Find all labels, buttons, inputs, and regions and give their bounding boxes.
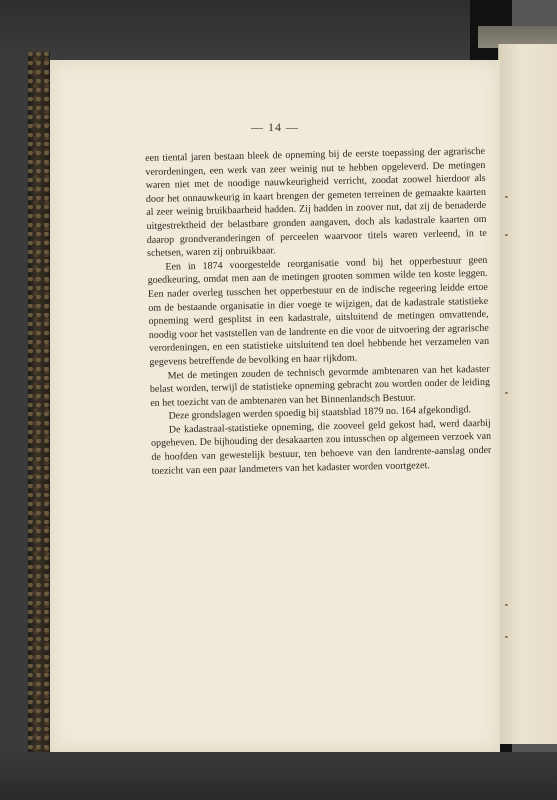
paragraph: Deze grondslagen werden spoedig bij staatsblad 1879 no. 164 afgekondigd. bbox=[168, 404, 472, 422]
paragraph: een tiental jaren bestaan bleek de opneming bij de eerste toepassing der agrarische verordeningen, een werk van zeer weinig nut te hebben opgeleverd. De metingen waren niet met de noodige nauwkeurigheid verricht, zoodat zoowel hierdoor als door het onnauwkeurig in kaart brengen der gemeten terreinen de gemaakte kaarten al zeer weinig bruikbaarheid hadden. Zij hadden in zoover nut, dat zij de benaderde uitgestrektheid der belastbare gronden aangaven, doch als kadastrale kaarten om daarop grondveranderingen of perceelen waarvoor titels waren verleend, in te schetsen, waren zij onbruikbaar. bbox=[145, 145, 487, 260]
specks bbox=[505, 604, 508, 606]
paragraph: Een in 1874 voorgestelde reorganisatie vond bij het opperbestuur geen goedkeuring, omdat men aan de metingen grooten sommen wilde ten koste leggen. Een nader overleg tusschen het opperbestuur en de indische regeering leidde ertoe om de bestaande organisatie in dier voege te wijzigen, dat de kadastrale statistieke opneming werd gesplitst in een kadastrale, uitsluitend de metingen omvattende, noodig voor het vaststellen van de landrente en die voor de uitvoering der agrarische verordeningen, en een statistieke uitsluitend ten doel hebbende het verzamelen van gegevens betreffende de bevolking en haar rijkdom. bbox=[147, 254, 490, 368]
paragraph: De kadastraal-statistieke opneming, die zooveel geld gekost had, werd daarbij opgeheven. De bijhouding der desakaarten zou intusschen op algemeen verzoek van de hoofden van gewestelijk bestuur, ten behoeve van den landrente-aanslag onder toezicht van een paar landmeters van het kadaster worden voortgezet. bbox=[150, 417, 492, 477]
background-bottom bbox=[0, 752, 557, 800]
specks bbox=[505, 196, 508, 198]
marbled-cover-edge bbox=[28, 52, 50, 752]
page-number: — 14 — bbox=[251, 120, 299, 134]
body-text bbox=[145, 145, 492, 478]
book-page bbox=[50, 60, 500, 752]
specks bbox=[505, 234, 508, 236]
specks bbox=[505, 636, 508, 638]
paragraph: Met de metingen zouden de technisch gevormde ambtenaren van het kadaster belast worden, terwijl de statistieke opneming gebracht zou worden onder de leiding en het toezicht van de ambtenaren van het Binnenlandsch Bestuur. bbox=[149, 363, 491, 409]
specks bbox=[505, 392, 508, 394]
facing-page-edge bbox=[498, 44, 557, 744]
